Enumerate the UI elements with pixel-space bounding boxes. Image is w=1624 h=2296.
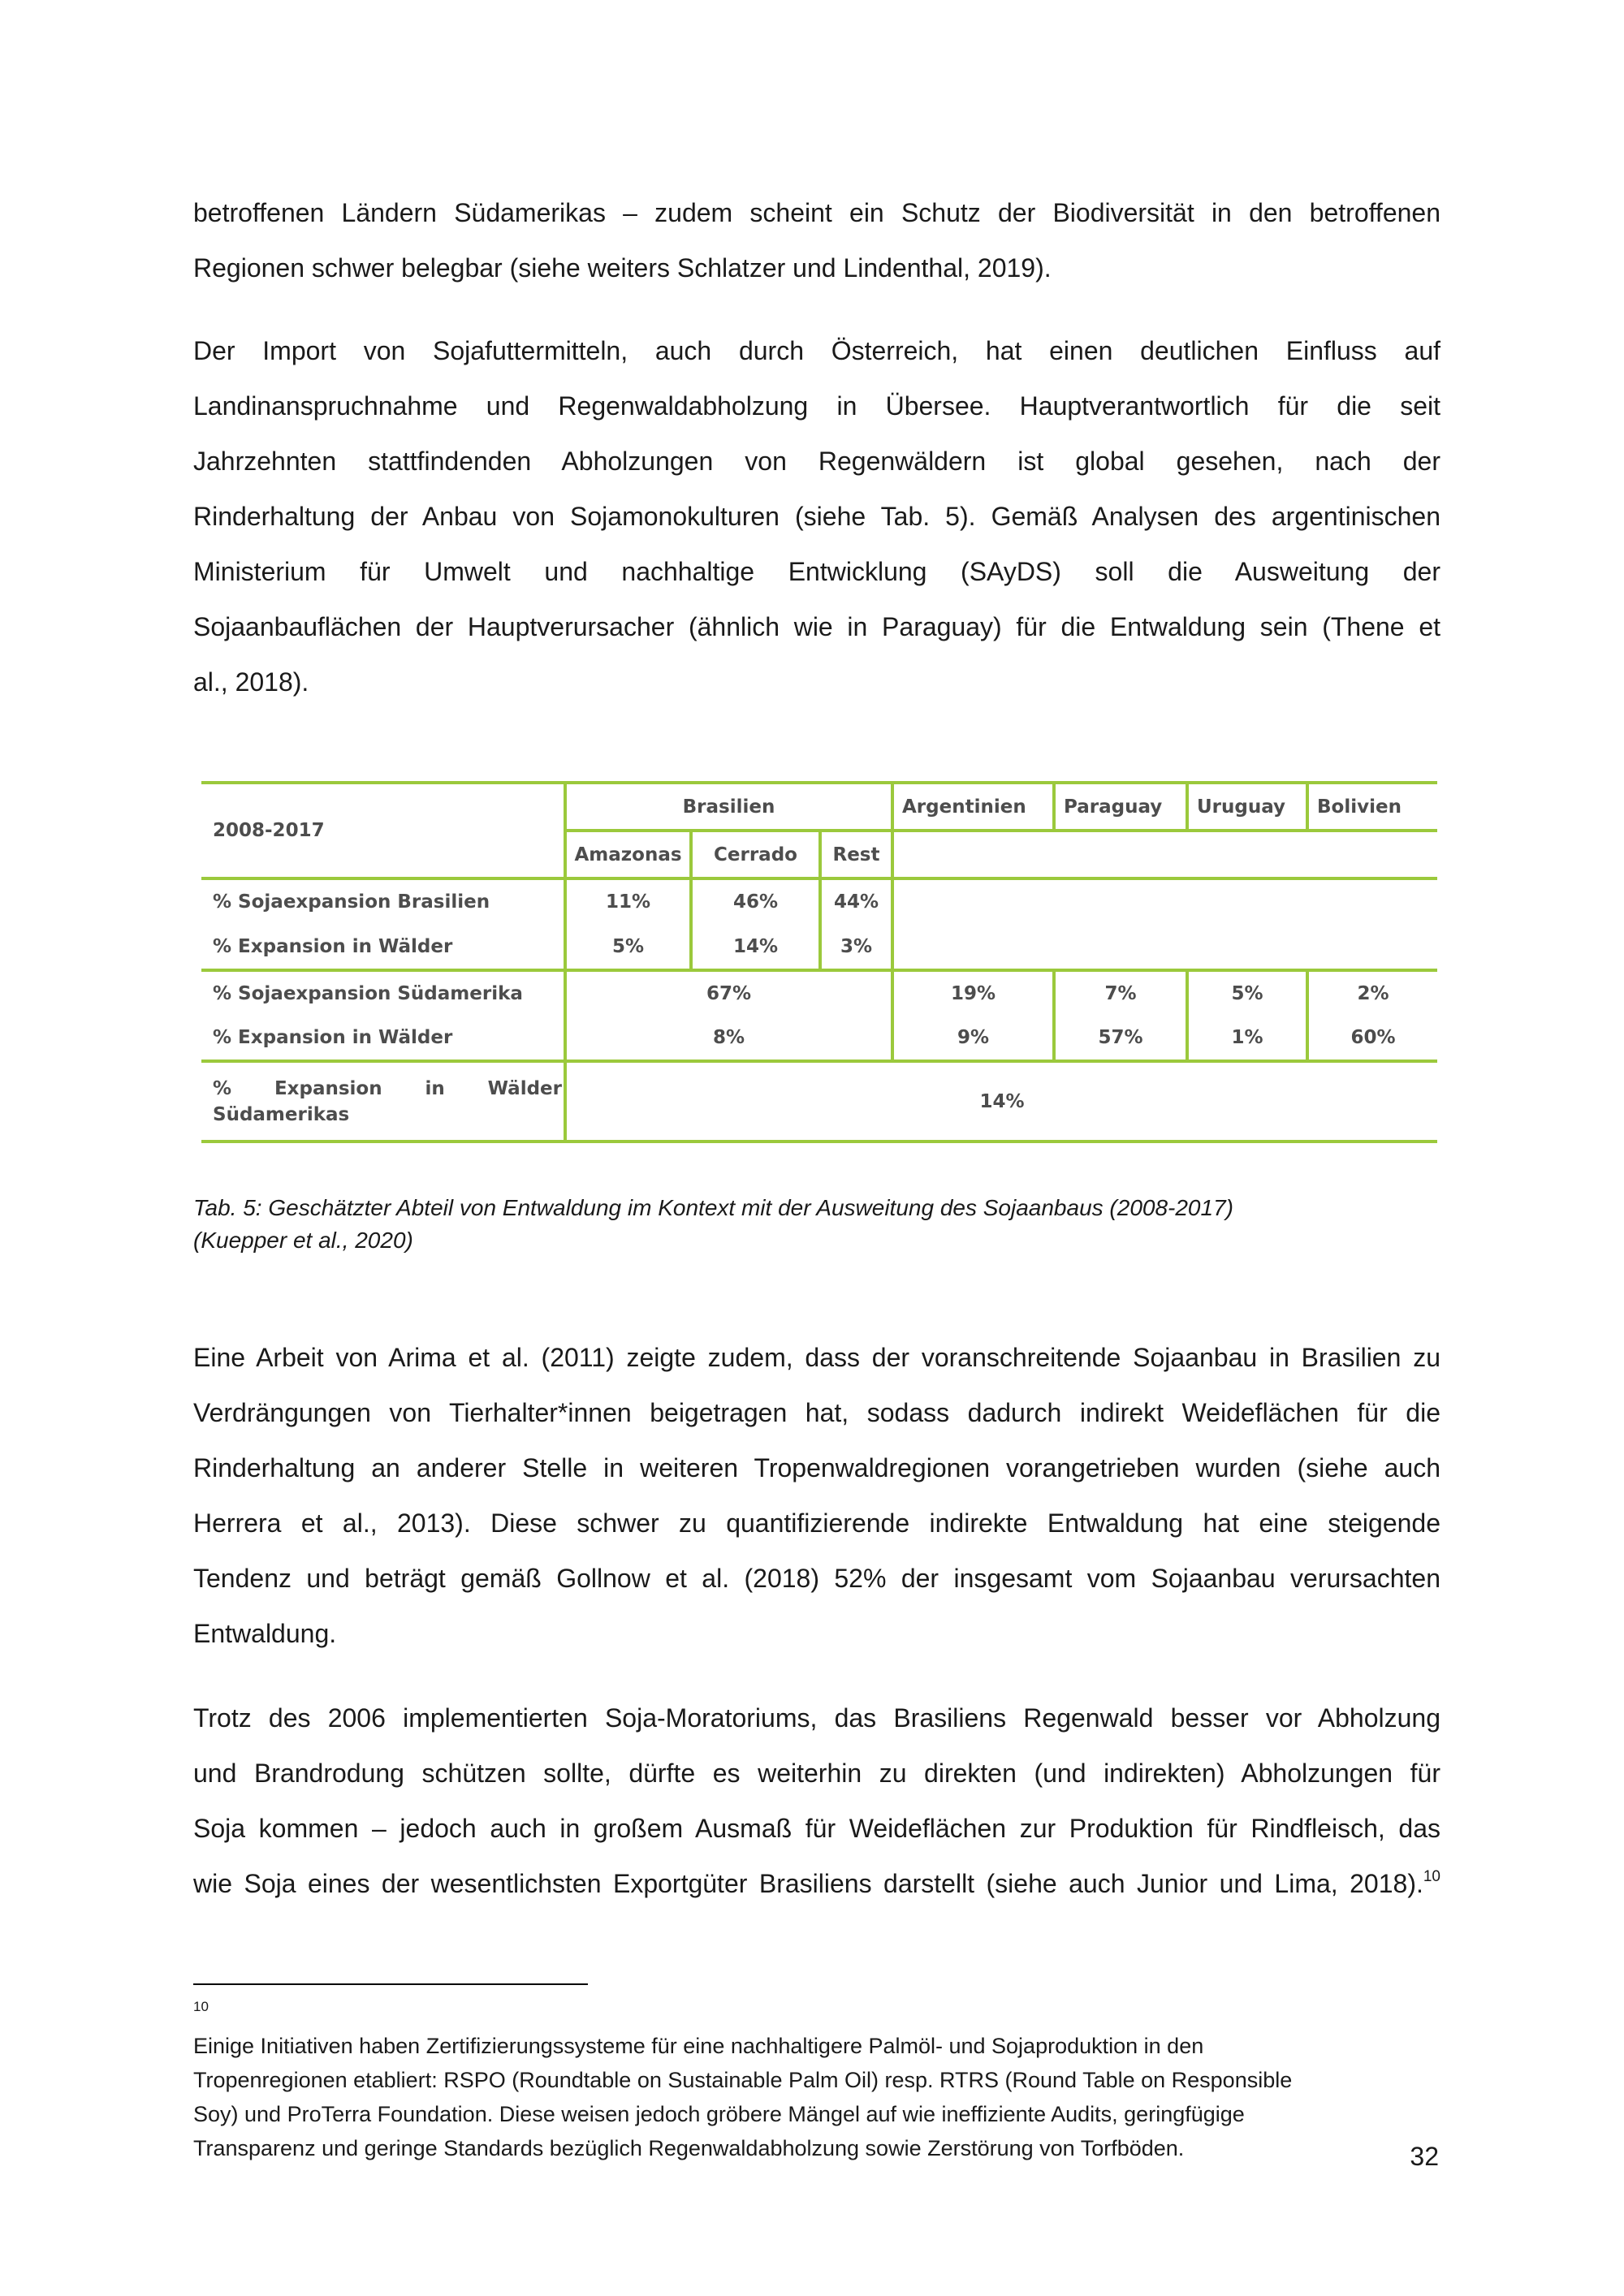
country-header: Argentinien — [902, 796, 1026, 818]
text-line: Sojaanbauflächen der Hauptverursacher (ähnlich wie in Paraguay) für die Entwaldung sein (Thene et — [193, 612, 1440, 641]
text-line: Trotz des 2006 implementierten Soja-Moratoriums, das Brasiliens Regenwald besser vor Abholzung — [193, 1703, 1440, 1733]
paragraph-2 — [193, 323, 1440, 710]
table-cell: 3% — [840, 935, 873, 957]
table-cell: 57% — [1098, 1027, 1143, 1048]
text-line: Eine Arbeit von Arima et al. (2011) zeigte zudem, dass der voranschreitende Sojaanbau in Brasilien zu — [193, 1343, 1440, 1372]
table-cell: 5% — [1231, 983, 1263, 1004]
table-cell: 19% — [950, 983, 996, 1004]
table-cell: 2% — [1357, 983, 1389, 1004]
table-cell: 14% — [732, 935, 779, 957]
subregion-header: Amazonas — [574, 844, 682, 865]
row-label-line: % Expansion in Wälder — [213, 1077, 562, 1099]
table-cell: 44% — [833, 891, 879, 913]
text-line: al., 2018). — [193, 667, 309, 697]
period-header: 2008-2017 — [213, 820, 325, 841]
paragraph-3 — [193, 1330, 1440, 1661]
text-line: Regionen schwer belegbar (siehe weiters Schlatzer und Lindenthal, 2019). — [193, 253, 1052, 283]
table-cell: 1% — [1231, 1027, 1263, 1048]
page-number: 32 — [1410, 2142, 1439, 2171]
table-cell: 7% — [1104, 983, 1137, 1004]
footnote-reference[interactable]: 10 — [1423, 1868, 1440, 1885]
row-label: % Expansion in Wälder — [213, 1027, 453, 1048]
row-label: % Sojaexpansion Südamerika — [213, 983, 523, 1004]
footnote-line: Soy) und ProTerra Foundation. Diese weisen jedoch gröbere Mängel auf wie ineffiziente Audits, geringfügige — [193, 2102, 1245, 2126]
row-label-line: Südamerikas — [213, 1103, 350, 1125]
table-cell: 11% — [605, 891, 651, 913]
text-line: betroffenen Ländern Südamerikas – zudem scheint ein Schutz der Biodiversität in den betroffenen — [193, 198, 1440, 227]
footnote-line: Tropenregionen etabliert: RSPO (Roundtable on Sustainable Palm Oil) resp. RTRS (Round Table on Responsible — [193, 2068, 1293, 2092]
text-line: Herrera et al., 2013). Diese schwer zu quantifizierende indirekte Entwaldung hat eine steigende — [193, 1508, 1440, 1538]
row-label — [201, 1063, 562, 1140]
text-line: Rinderhaltung der Anbau von Sojamonokulturen (siehe Tab. 5). Gemäß Analysen des argentinischen — [193, 502, 1440, 531]
table-cell: 8% — [712, 1027, 745, 1048]
text-line: Entwaldung. — [193, 1619, 337, 1648]
row-label: % Expansion in Wälder — [213, 935, 453, 957]
text-line: Der Import von Sojafuttermitteln, auch durch Österreich, hat einen deutlichen Einfluss auf — [193, 336, 1440, 365]
text-line: Landinanspruchnahme und Regenwaldabholzung in Übersee. Hauptverantwortlich für die seit — [193, 391, 1440, 421]
text-line: und Brandrodung schützen sollte, dürfte es weiterhin zu direkten (und indirekten) Abholzungen für — [193, 1759, 1440, 1788]
caption-line: (Kuepper et al., 2020) — [193, 1228, 413, 1253]
footnote-line: Transparenz und geringe Standards bezüglich Regenwaldabholzung sowie Zerstörung von Torfböden. — [193, 2136, 1185, 2160]
table-cell: 5% — [611, 935, 645, 957]
text-line: Verdrängungen von Tierhalter*innen beigetragen hat, sodass dadurch indirekt Weideflächen für die — [193, 1398, 1440, 1427]
footnote-mark: 10 — [193, 1999, 209, 2014]
table-cell: 46% — [732, 891, 779, 913]
footnote-text: Einige Initiativen haben Zertifizierungssysteme für eine nachhaltigere Palmöl- und Sojaproduktion in den — [193, 2034, 1204, 2058]
footnote — [193, 1995, 1460, 2165]
text-line-content: wie Soja eines der wesentlichsten Exportgüter Brasiliens darstellt (siehe auch Junior und Lima, 2018). — [193, 1869, 1423, 1898]
table-cell: 14% — [979, 1090, 1025, 1112]
subregion-header: Cerrado — [714, 844, 797, 865]
text-line — [193, 1856, 1440, 1911]
subregion-header: Rest — [832, 844, 880, 865]
text-line: Ministerium für Umwelt und nachhaltige Entwicklung (SAyDS) soll die Ausweitung der — [193, 557, 1440, 586]
table-cell: 60% — [1350, 1027, 1396, 1048]
paragraph-4 — [193, 1690, 1440, 1911]
paragraph-1 — [193, 185, 1440, 296]
text-line: Jahrzehnten stattfindenden Abholzungen von Regenwäldern ist global gesehen, nach der — [193, 447, 1440, 476]
table-cell: 9% — [957, 1027, 990, 1048]
country-header: Paraguay — [1064, 796, 1163, 818]
caption-line: Tab. 5: Geschätzter Abteil von Entwaldung im Kontext mit der Ausweitung des Sojaanbaus (2008-2017) — [193, 1195, 1233, 1220]
country-header: Uruguay — [1197, 796, 1286, 818]
country-header: Bolivien — [1317, 796, 1402, 818]
row-label: % Sojaexpansion Brasilien — [213, 891, 490, 913]
footnote-separator — [193, 1983, 588, 1985]
brasilien-header: Brasilien — [682, 796, 775, 818]
data-table — [201, 781, 1437, 1143]
text-line: Rinderhaltung an anderer Stelle in weiteren Tropenwaldregionen vorangetrieben wurden (siehe auch — [193, 1453, 1440, 1482]
table-caption — [193, 1192, 1460, 1257]
text-line: Tendenz und beträgt gemäß Gollnow et al. (2018) 52% der insgesamt vom Sojaanbau verursachten — [193, 1564, 1440, 1593]
text-line: Soja kommen – jedoch auch in großem Ausmaß für Weideflächen zur Produktion für Rindfleisch, das — [193, 1814, 1440, 1843]
footnote-line — [193, 1995, 1460, 2063]
table-cell: 67% — [706, 983, 752, 1004]
